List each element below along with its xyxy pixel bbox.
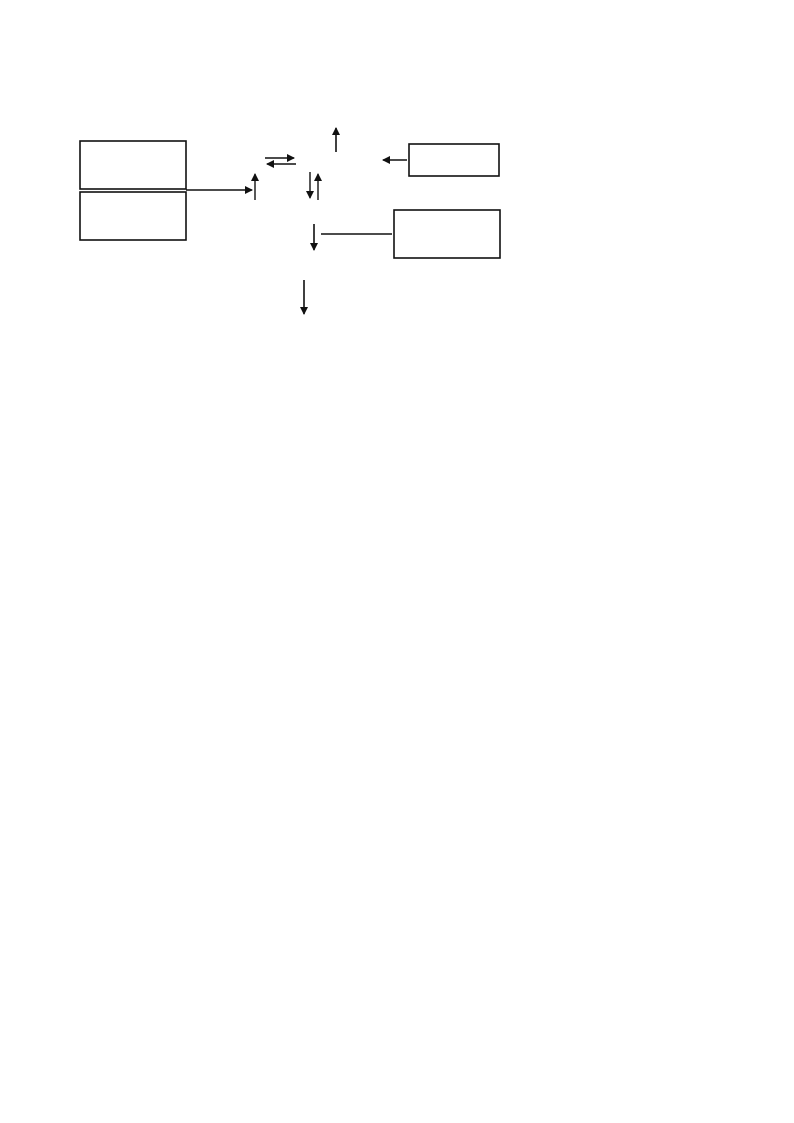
ph-regulation-diagram — [72, 100, 722, 340]
metabolism-acid-box — [80, 192, 186, 240]
diet-base-box — [394, 210, 500, 258]
diet-acid-box — [80, 141, 186, 189]
ph-regulation-svg — [72, 100, 722, 340]
cell-metabolism-box-right — [409, 144, 499, 176]
document-page — [72, 96, 722, 340]
